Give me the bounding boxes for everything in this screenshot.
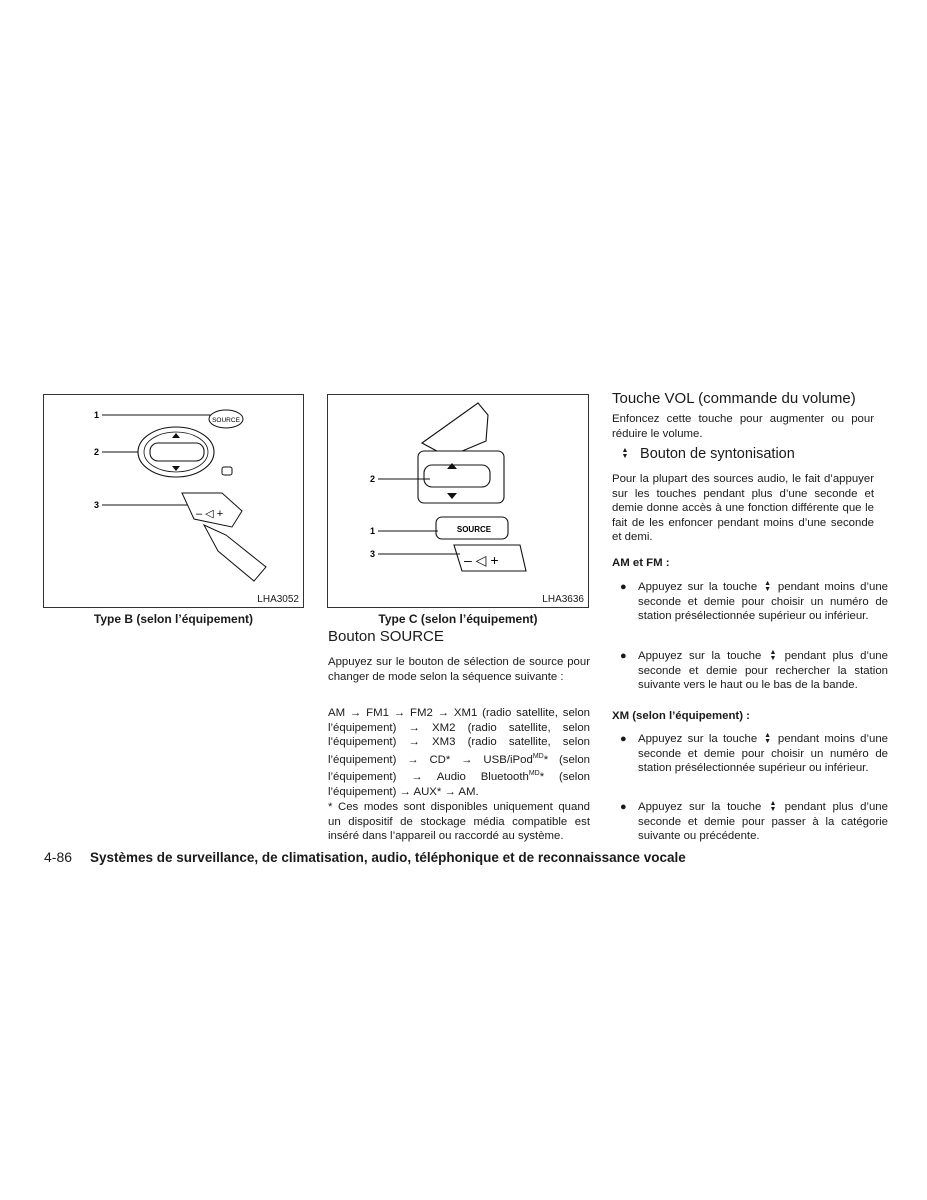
xm-item-1-pre: Appuyez sur la touche xyxy=(638,733,758,745)
xm-item-2 xyxy=(620,800,890,846)
xm-item-1-post: pendant moins d’une seconde et demie pour choisir un numéro de station présélectionnée supérieur ou inférieur. xyxy=(638,733,888,775)
am-fm-item-2 xyxy=(620,649,890,709)
updown-icon: ▲ ▼ xyxy=(764,731,772,745)
bullet-dot-icon: ● xyxy=(620,581,627,593)
source-note: * Ces modes sont disponibles uniquement quand un dispositif de stockage média compatible est inséré dans l’appareil ou raccordé au système. xyxy=(328,801,590,843)
source-seq-c: * (selon l’équipement) → AUX* → AM. xyxy=(328,770,591,798)
page-number: 4-86 xyxy=(44,849,73,865)
tune-heading-row xyxy=(620,446,795,462)
source-intro: Appuyez sur le bouton de sélection de source pour changer de mode selon la séquence suivante : xyxy=(328,656,590,683)
source-label-c: SOURCE xyxy=(456,525,492,534)
figure-type-c xyxy=(327,394,589,608)
vol-body: Enfoncez cette touche pour augmenter ou pour réduire le volume. xyxy=(612,413,874,440)
svg-text:3: 3 xyxy=(94,500,100,510)
am-fm-label: AM et FM : xyxy=(612,557,670,569)
svg-text:1: 1 xyxy=(94,410,100,420)
tune-body: Pour la plupart des sources audio, le fait d’appuyer sur les touches pendant plus d’une seconde et demie donne accès à une fonction différente que le fait de les enfoncer pendant moins d’une seconde et demi. xyxy=(612,473,874,544)
am-fm-item-2-post: pendant plus d’une seconde et demie pour rechercher la station suivante vers le haut ou le bas de la bande. xyxy=(638,650,888,692)
xm-label: XM (selon l’équipement) : xyxy=(612,710,750,722)
svg-text:– ◁ +: – ◁ + xyxy=(196,508,224,520)
source-label-b: SOURCE xyxy=(212,417,240,424)
source-sequence xyxy=(328,706,590,799)
steering-switch-type-c-diagram xyxy=(328,395,588,607)
am-fm-item-1-post: pendant moins d’une seconde et demie pour choisir un numéro de station présélectionnée supérieur ou inférieur. xyxy=(638,581,888,623)
caption-type-b: Type B (selon l’équipement) xyxy=(93,612,254,626)
xm-item-2-pre: Appuyez sur la touche xyxy=(638,801,762,813)
updown-icon: ▲ ▼ xyxy=(764,579,772,593)
figure-type-b xyxy=(43,394,304,608)
svg-text:1: 1 xyxy=(370,526,376,536)
xm-item-2-post: pendant plus d’une seconde et demie pour passer à la catégorie suivante ou précédente. xyxy=(638,801,888,843)
updown-icon: ▲ ▼ xyxy=(769,799,777,813)
source-seq-sup2: MD xyxy=(528,770,540,778)
bullet-dot-icon: ● xyxy=(620,733,627,745)
bullet-dot-icon: ● xyxy=(620,801,627,813)
figure-code-b: LHA3052 xyxy=(257,594,299,605)
am-fm-item-1-pre: Appuyez sur la touche xyxy=(638,581,758,593)
svg-text:2: 2 xyxy=(370,474,376,484)
source-seq-a: AM → FM1 → FM2 → XM1 (radio satellite, selon l’équipement) → XM2 (radio satellite, selon l’équipement) → XM3 (radio satellite, selon l’équipement) → CD* → USB/iPod xyxy=(328,707,590,766)
tune-updown-icon: ▲ ▼ xyxy=(621,447,629,461)
svg-text:– ◁ +: – ◁ + xyxy=(464,552,499,568)
source-seq-sup1: MD xyxy=(532,752,544,760)
steering-switch-type-b-diagram xyxy=(44,395,303,607)
bullet-dot-icon: ● xyxy=(620,650,627,662)
figure-code-c: LHA3636 xyxy=(542,594,584,605)
svg-text:2: 2 xyxy=(94,447,100,457)
vol-heading: Touche VOL (commande du volume) xyxy=(612,390,856,407)
chapter-title: Systèmes de surveillance, de climatisation, audio, téléphonique et de reconnaissance vocale xyxy=(90,850,686,865)
tune-heading: Bouton de syntonisation xyxy=(640,446,795,462)
source-heading: Bouton SOURCE xyxy=(328,628,444,645)
source-seq-b: * (selon l’équipement) → Audio Bluetooth xyxy=(328,753,591,783)
caption-type-c: Type C (selon l’équipement) xyxy=(378,612,538,626)
xm-item-1 xyxy=(620,732,890,792)
am-fm-item-1 xyxy=(620,580,890,640)
am-fm-item-2-pre: Appuyez sur la touche xyxy=(638,650,762,662)
svg-text:3: 3 xyxy=(370,549,376,559)
updown-icon: ▲ ▼ xyxy=(769,648,777,662)
